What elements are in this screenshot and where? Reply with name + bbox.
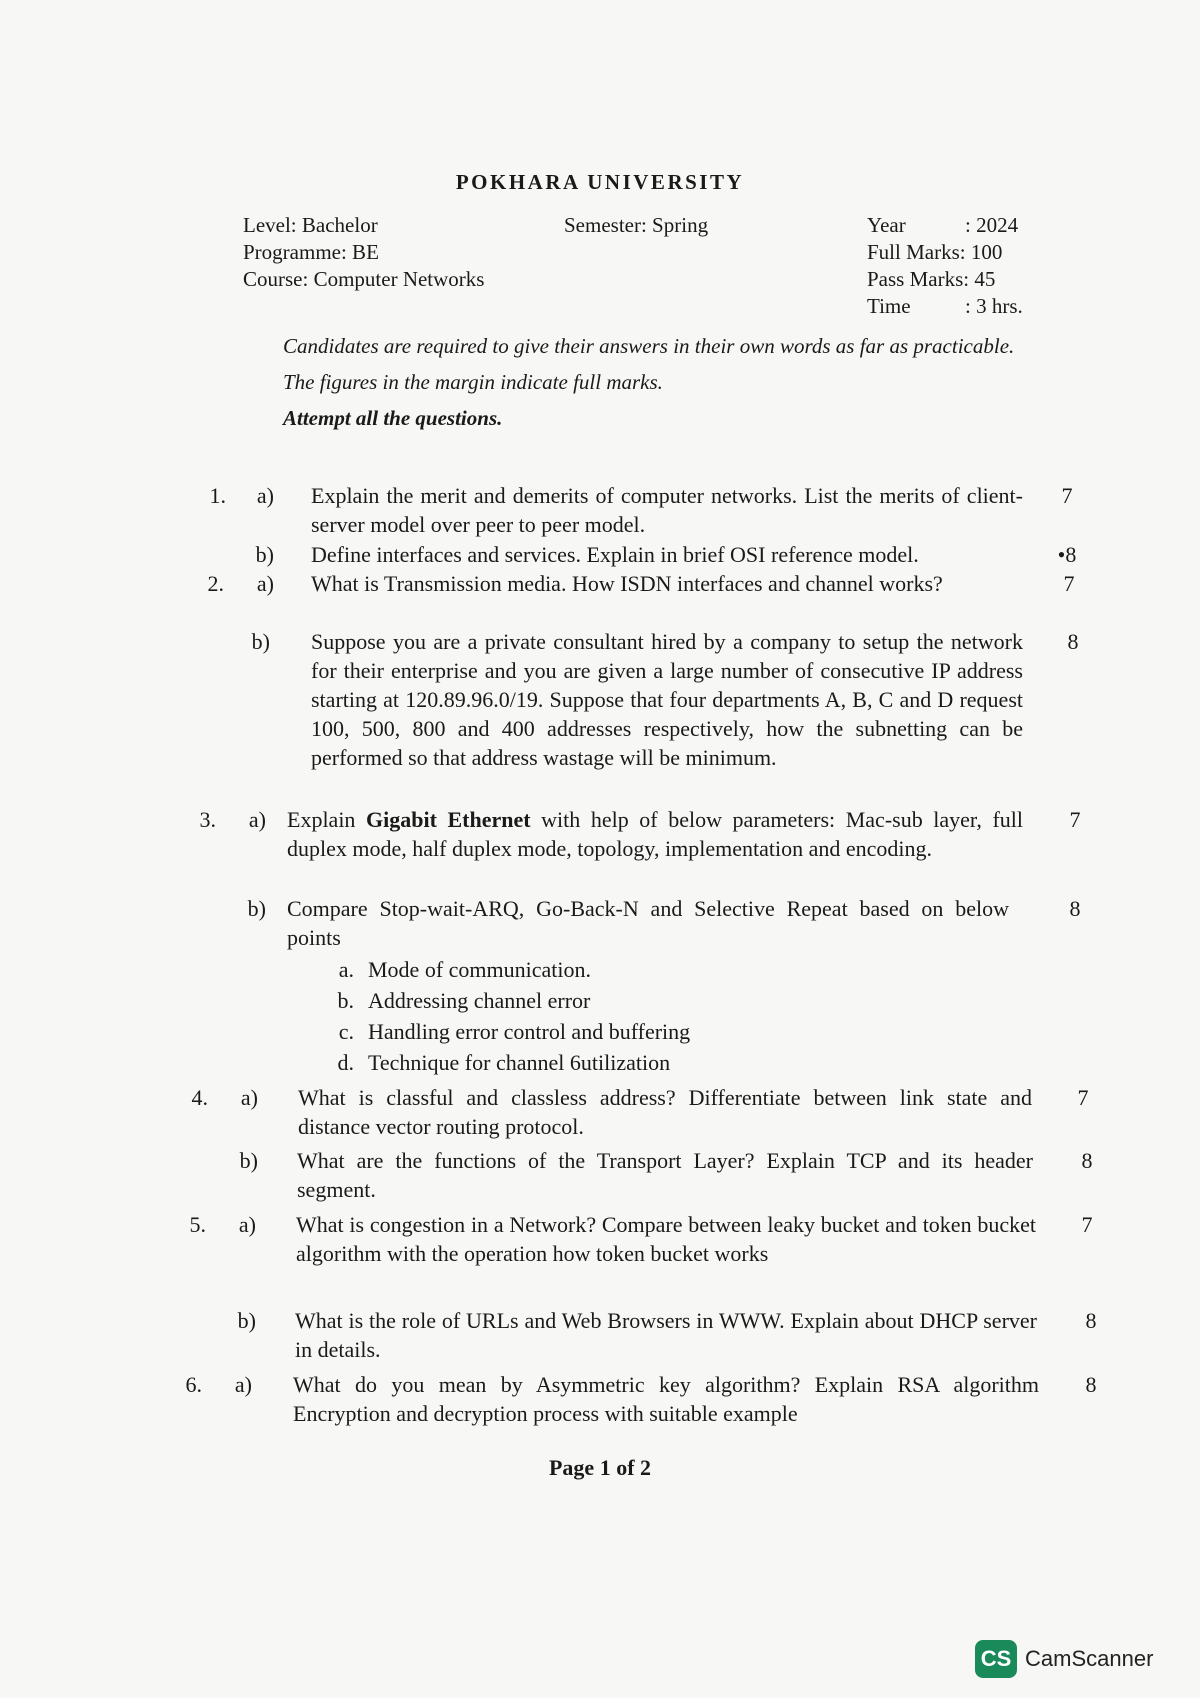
instruction-2: The figures in the margin indicate full marks. [283,370,663,394]
question-number: 2. [207,571,224,596]
question-number: 3. [199,807,216,832]
question-text: Explain the merit and demerits of computer networks. List the merits of client-server model over peer to peer model. [311,483,1023,537]
level-text: Level: Bachelor [243,213,378,237]
part-label: a) [234,1372,252,1397]
header-middle [564,212,708,239]
part-label: b) [255,542,274,567]
camscanner-logo-icon: CS [975,1640,1017,1678]
marks: 8 [1067,629,1079,654]
instruction-3: Attempt all the questions. [283,406,503,430]
question-text: Compare Stop-wait-ARQ, Go-Back-N and Selective Repeat based on below points [287,896,1009,950]
instruction-1: Candidates are required to give their answers in their own words as far as practicable. [283,334,1015,358]
marks: 7 [1077,1085,1089,1110]
semester-text: Semester: Spring [564,213,709,237]
part-label: a) [256,571,274,596]
marks: 8 [1085,1308,1097,1333]
part-label: a) [238,1212,256,1237]
part-label: b) [239,1148,258,1173]
question-text: What do you mean by Asymmetric key algorithm? Explain RSA algorithm Encryption and decryption process with suitable example [293,1372,1039,1426]
programme-text: Programme: BE [243,240,379,264]
question-number: 5. [189,1212,206,1237]
marks: 7 [1063,571,1075,596]
year-value: : 2024 [965,213,1019,237]
university-title: POKHARA UNIVERSITY [455,170,745,194]
marks: 8 [1081,1148,1093,1173]
part-label: a) [248,807,266,832]
camscanner-watermark [975,1640,1153,1678]
instructions [283,332,1023,440]
part-label: b) [251,629,270,654]
marks: 7 [1061,483,1073,508]
question-text: Suppose you are a private consultant hired by a company to setup the network for their enterprise and you are given a large number of consecutive IP address starting at 120.89.96.0/19. Suppose that four departments A, B, C and D request 100, 500, 800 and 400 addresses respectively, how the subnetting can be performed so that address wastage will be minimum. [311,629,1023,770]
time-value: : 3 hrs. [965,294,1023,318]
list-item: a. Mode of communication. [338,957,592,982]
list-item: c. Handling error control and buffering [338,1019,691,1044]
camscanner-text: CamScanner [1025,1646,1154,1671]
question-text: What are the functions of the Transport Layer? Explain TCP and its header segment. [297,1148,1033,1202]
question-text: What is classful and classless address? Differentiate between link state and distance vector routing protocol. [298,1085,1032,1139]
question-text: Explain Gigabit Ethernet with help of below parameters: Mac-sub layer, full duplex mode, half duplex mode, topology, implementation and encoding. [287,807,1023,861]
page-number: Page 1 of 2 [548,1455,652,1480]
marks: 7 [1081,1212,1093,1237]
question-3b-subitems [314,954,690,1078]
time-label: Time [867,294,911,318]
question-number: 4. [191,1085,208,1110]
course-text: Course: Computer Networks [243,267,485,291]
year-label: Year [867,213,906,237]
question-text: What is Transmission media. How ISDN interfaces and channel works? [311,571,943,596]
part-label: b) [247,896,266,921]
list-item: d. Technique for channel 6utilization [337,1050,671,1075]
part-label: a) [256,483,274,508]
marks: •8 [1057,542,1077,567]
part-label: b) [237,1308,256,1333]
question-number: 1. [209,483,226,508]
pass-marks-text: Pass Marks: 45 [867,267,996,291]
full-marks-text: Full Marks: 100 [867,240,1003,264]
header-left [243,212,484,293]
question-text: What is the role of URLs and Web Browsers in WWW. Explain about DHCP server in details. [295,1308,1037,1362]
marks: 8 [1085,1372,1097,1397]
header-right [867,212,1023,320]
marks: 8 [1069,896,1081,921]
question-number: 6. [185,1372,202,1397]
marks: 7 [1069,807,1081,832]
question-text: What is congestion in a Network? Compare between leaky bucket and token bucket algorithm with the operation how token bucket works [296,1212,1036,1266]
list-item: b. Addressing channel error [337,988,591,1013]
part-label: a) [240,1085,258,1110]
question-text: Define interfaces and services. Explain in brief OSI reference model. [311,542,919,567]
